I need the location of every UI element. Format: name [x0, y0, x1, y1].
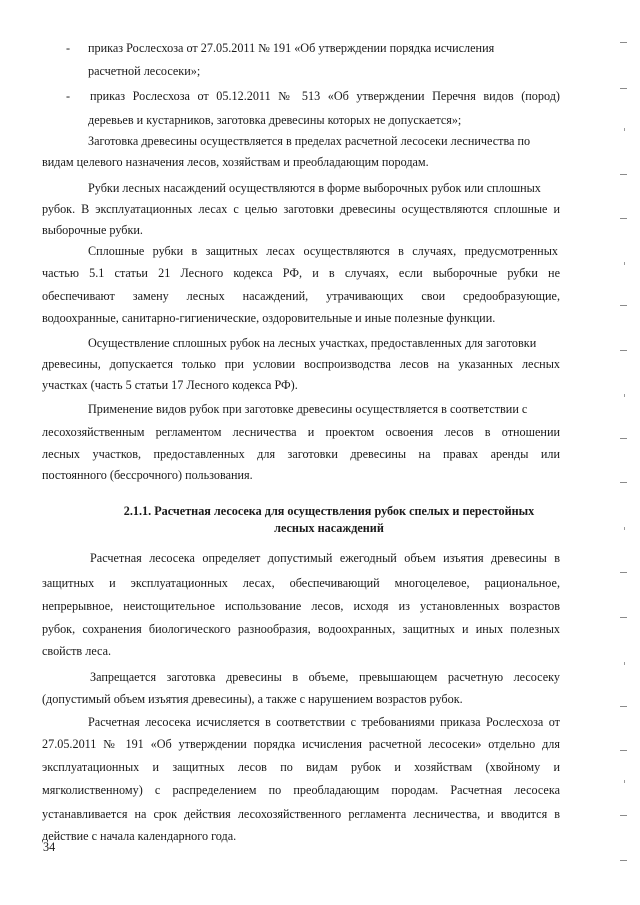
text-line: водоохранные, санитарно-гигиенические, оздоровительные и иные полезные функции. [42, 311, 496, 325]
section-heading-line: 2.1.1. Расчетная лесосека для осуществления рубок спелых и перестойных [123, 504, 535, 518]
margin-mark [624, 780, 625, 783]
text-line: видам целевого назначения лесов, хозяйствам и преобладающим породам. [42, 155, 429, 169]
text-line: деревьев и кустарников, заготовка древесины которых не допускается»; [88, 113, 462, 127]
text-line: устанавливается на срок действия лесохозяйственного регламента лесничества, и вводится в [42, 807, 560, 821]
text-line: частью 5.1 статьи 21 Лесного кодекса РФ, и в случаях, если выборочные рубки не [42, 266, 560, 280]
margin-mark [620, 482, 627, 483]
margin-mark [620, 350, 627, 351]
margin-mark [624, 662, 625, 665]
text-line: постоянного (бессрочного) пользования. [42, 468, 253, 482]
text-line: Сплошные рубки в защитных лесах осуществляются в случаях, предусмотренных [88, 244, 558, 258]
margin-mark [620, 438, 627, 439]
text-line: непрерывное, неистощительное использование лесов, исходя из установленных возрастов [42, 599, 560, 613]
margin-mark [620, 860, 627, 861]
text-line: древесины, допускается только при условии воспроизводства лесов на указанных лесных [42, 357, 560, 371]
text-line: рубок. В эксплуатационных лесах с целью заготовки древесины осуществляются сплошные и [42, 202, 560, 216]
text-line: - [66, 89, 71, 103]
text-line: Рубки лесных насаждений осуществляются в форме выборочных рубок или сплошных [88, 181, 541, 195]
margin-mark [620, 305, 627, 306]
margin-mark [620, 706, 627, 707]
text-line: - [66, 41, 71, 55]
margin-mark [620, 815, 627, 816]
text-line: участках (часть 5 статьи 17 Лесного кодекса РФ). [42, 378, 298, 392]
page-number: 34 [43, 840, 56, 854]
text-line: защитных и эксплуатационных лесах, обеспечивающий многоцелевое, рациональное, [42, 576, 560, 590]
text-line: 27.05.2011 № 191 «Об утверждении порядка исчисления расчетной лесосеки» отдельно для [42, 737, 560, 751]
margin-mark [620, 174, 627, 175]
text-line: лесных участков, предоставленных для заготовки древесины на правах аренды или [42, 447, 560, 461]
text-line: выборочные рубки. [42, 223, 143, 237]
margin-mark [624, 262, 625, 265]
text-line: мягколиственному) с распределением по преобладающим породам. Расчетная лесосека [42, 783, 560, 797]
margin-mark [620, 42, 627, 43]
text-line: Расчетная лесосека определяет допустимый ежегодный объем изъятия древесины в [90, 551, 560, 565]
text-line: приказ Рослесхоза от 27.05.2011 № 191 «Об утверждении порядка исчисления [88, 41, 495, 55]
text-line: обеспечивают замену лесных насаждений, утрачивающих свои средообразующие, [42, 289, 560, 303]
margin-mark [620, 218, 627, 219]
text-line: Запрещается заготовка древесины в объеме, превышающем расчетную лесосеку [90, 670, 560, 684]
text-line: (допустимый объем изъятия древесины), а также с нарушением возрастов рубок. [42, 692, 463, 706]
margin-mark [620, 88, 627, 89]
text-line: рубок, сохранения биологического разнообразия, водоохранных, защитных и иных полезных [42, 622, 560, 636]
section-heading-line: лесных насаждений [274, 521, 384, 535]
margin-mark [620, 750, 627, 751]
text-line: Осуществление сплошных рубок на лесных участках, предоставленных для заготовки [88, 336, 537, 350]
text-line: приказ Рослесхоза от 05.12.2011 № 513 «Об утверждении Перечня видов (пород) [90, 89, 560, 103]
text-line: Заготовка древесины осуществляется в пределах расчетной лесосеки лесничества по [88, 134, 531, 148]
text-line: эксплуатационных и защитных лесов по видам рубок и хозяйствам (хвойному и [42, 760, 560, 774]
text-line: свойств леса. [42, 644, 112, 658]
text-line: Применение видов рубок при заготовке древесины осуществляется в соответствии с [88, 402, 528, 416]
margin-mark [624, 128, 625, 131]
text-line: Расчетная лесосека исчисляется в соответствии с требованиями приказа Рослесхоза от [88, 715, 560, 729]
text-line: лесохозяйственным регламентом лесничества и проектом освоения лесов в отношении [42, 425, 560, 439]
margin-mark [624, 527, 625, 530]
margin-mark [624, 394, 625, 397]
margin-mark [620, 572, 627, 573]
text-line: действие с начала календарного года. [42, 829, 237, 843]
text-line: расчетной лесосеки»; [88, 64, 201, 78]
margin-mark [620, 617, 627, 618]
